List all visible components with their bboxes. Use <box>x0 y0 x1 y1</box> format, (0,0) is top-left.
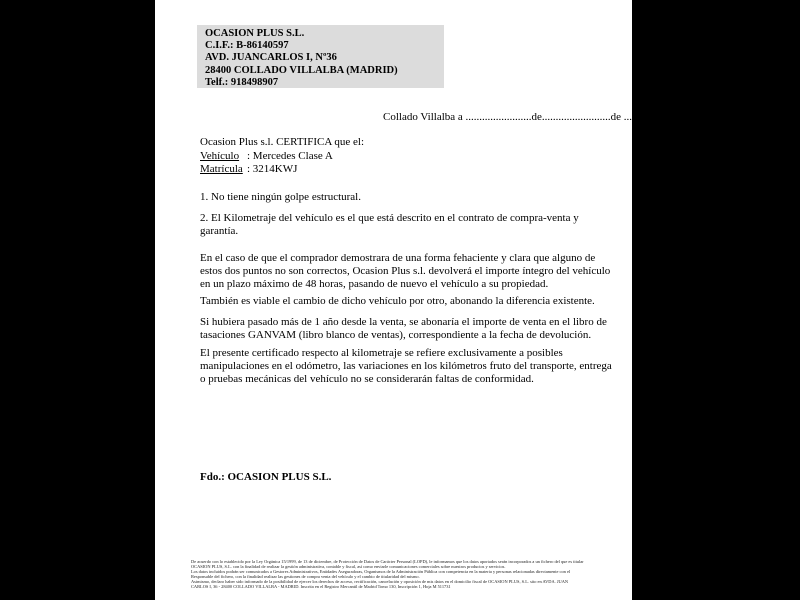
legal-line: Asimismo, declaro haber sido informado de la posibilidad de ejercer los derechos de acceso, rectificación, cancelación y oposición de mis datos en el domicilio fiscal de OCASIÓN PLUS, S.L. sito en AVDA. JUAN <box>191 579 569 584</box>
date-line: Collado Villalba a ........................de.........................de .......... <box>383 111 652 123</box>
paragraph-odometer: El presente certificado respecto al kilometraje se refiere exclusivamente a posibles manipulaciones en el odómetro, las variaciones en los kilómetros fruto del transporte, entrega o pruebas mecánicas del vehículo no se considerarán faltas de conformidad. <box>200 347 612 385</box>
legal-line: CARLOS I, 36 - 28400 COLLADO VILLALBA - MADRID. Inscrita en el Registro Mercantil de Madrid Tomo 130, Inscripción 1, Hoja M 511731 <box>191 584 451 589</box>
company-header-box <box>197 25 444 88</box>
legal-line: Responsable del fichero, con la finalidad realizar las gestiones de compra venta del vehículo y el cambio de titularidad del mismo. <box>191 574 420 579</box>
company-city: 28400 COLLADO VILLALBA (MADRID) <box>205 64 398 76</box>
legal-fine-print <box>191 560 626 589</box>
legal-line: OCASIÓN PLUS, S.L. con la finalidad de realizar la gestión administrativa, contable y fiscal, así como enviarle comunicaciones comerciales sobre nuestros productos y servicios. <box>191 564 506 569</box>
vehicle-label: Vehículo <box>200 149 240 162</box>
paragraph-ganvam: Si hubiera pasado más de 1 año desde la venta, se abonaría el importe de venta en el libro de tasaciones GANVAM (libro blanco de ventas), correspondiente a la fecha de devolución. <box>200 316 607 341</box>
company-cif: C.I.F.: B-86140597 <box>205 40 289 52</box>
company-address: AVD. JUANCARLOS I, Nº36 <box>205 52 337 64</box>
legal-line: Los datos incluidos podrán ser comunicados a Gestores Administrativos, Entidades Aseguradoras, Organismos de la Administración Pública con competencia en la materia y personas relacionadas directamente con el <box>191 569 571 574</box>
certify-intro: Ocasion Plus s.l. CERTIFICA que el: <box>200 136 365 148</box>
company-name: OCASION PLUS S.L. <box>205 28 305 39</box>
plate-row <box>200 163 364 177</box>
list-item-2: 2. El Kilometraje del vehículo es el que está descrito en el contrato de compra-venta y garantía. <box>200 212 579 237</box>
legal-line: De acuerdo con lo establecido por la Ley Orgánica 15/1999, de 13 de diciembre, de Protección de Datos de Carácter Personal (LOPD), le informamos que los datos aportados serán incorporados a un fichero del que es titular <box>191 560 584 564</box>
signature-line: Fdo.: OCASION PLUS S.L. <box>200 471 332 483</box>
paragraph-exchange: También es viable el cambio de dicho vehículo por otro, abonando la diferencia existente. <box>200 295 595 307</box>
company-phone: Telf.: 918498907 <box>205 76 279 88</box>
plate-label: Matrícula <box>200 163 243 175</box>
list-item-1: 1. No tiene ningún golpe estructural. <box>200 191 361 203</box>
document-page <box>155 0 652 600</box>
plate-value: : 3214KWJ <box>247 163 298 175</box>
paragraph-refund: En el caso de que el comprador demostrara de una forma fehaciente y clara que alguno de estos dos puntos no son correctos, Ocasion Plus s.l. devolverá el importe íntegro del vehículo en un plazo máximo de 48 horas, pasando de nuevo el vehículo a su propiedad. <box>200 252 611 290</box>
vehicle-row <box>200 150 364 164</box>
certification-block <box>200 136 364 177</box>
vehicle-value: : Mercedes Clase A <box>247 149 333 162</box>
